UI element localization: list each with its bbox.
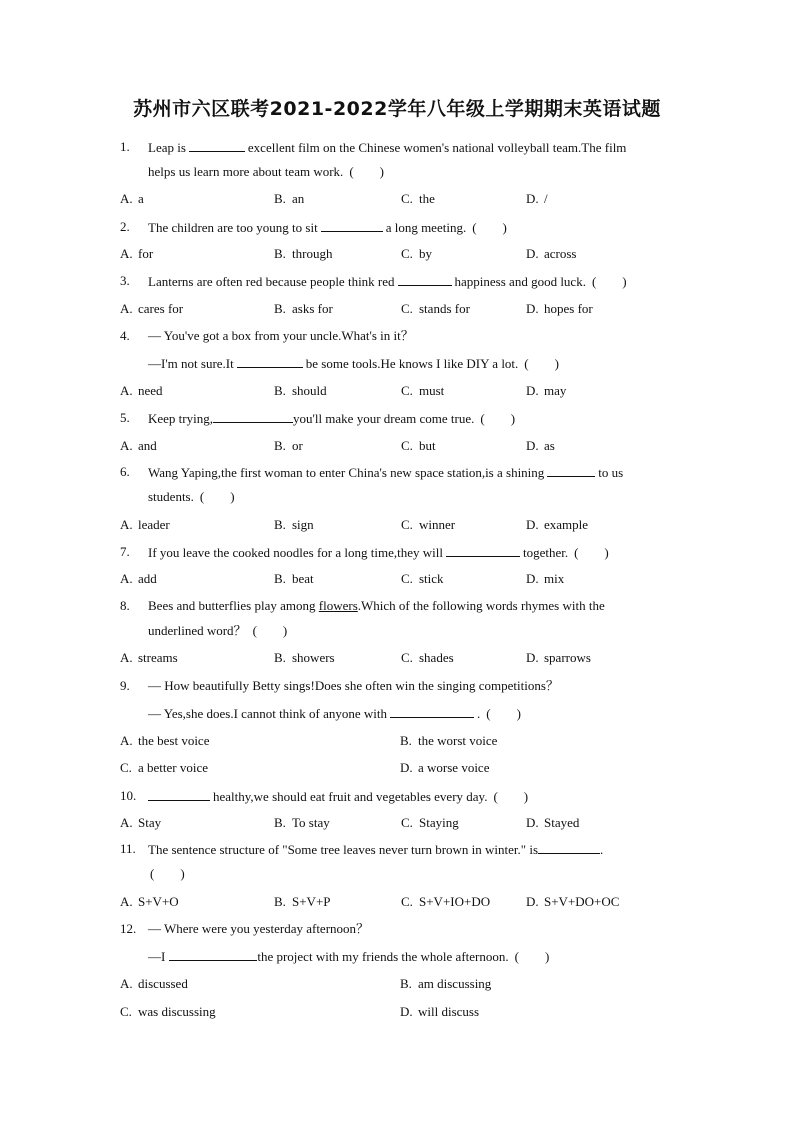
question-text: Lanterns are often red because people think red — [148, 274, 395, 289]
question-text: The sentence structure of "Some tree leaves never turn brown in winter." is — [148, 842, 539, 857]
option-b: B. beat — [274, 571, 314, 586]
option-c: C. stick — [401, 571, 444, 586]
page-title: 苏州市六区联考2021-2022学年八年级上学期期末英语试题 — [133, 98, 661, 120]
option-b: B. S+V+P — [274, 894, 331, 909]
option-a: A. discussed — [120, 976, 188, 991]
option-b: B. through — [274, 246, 333, 261]
question-text: happiness and good luck. — [454, 274, 586, 289]
option-a: A. a — [120, 191, 144, 206]
option-a: A. for — [120, 246, 154, 261]
question-text: Wang Yaping,the first woman to enter China's new space station,is a shining — [148, 465, 545, 480]
answer-blank — [538, 841, 600, 854]
option-a: A. cares for — [120, 301, 184, 316]
option-c: C. winner — [401, 517, 456, 532]
answer-paren: ( ) — [493, 789, 529, 804]
answer-paren: ( ) — [349, 164, 384, 179]
answer-paren: ( ) — [480, 411, 516, 426]
question-text: together. — [522, 545, 569, 560]
question-number: 2. — [120, 219, 130, 234]
option-a: A. Stay — [120, 815, 162, 830]
answer-blank — [237, 355, 303, 368]
question-text: helps us learn more about team work. — [148, 164, 344, 179]
question-text: Leap is — [148, 140, 186, 155]
question-text: students. — [148, 489, 194, 504]
question-text: healthy,we should eat fruit and vegetables every day. — [213, 789, 488, 804]
question-text: . — [600, 842, 604, 857]
option-b: B. To stay — [274, 815, 330, 830]
option-c: C. S+V+IO+DO — [401, 894, 491, 909]
option-b: B. sign — [274, 517, 314, 532]
answer-blank — [547, 464, 595, 477]
question-number: 1. — [120, 139, 130, 154]
option-d: D. / — [526, 191, 548, 206]
question-text: to us — [598, 465, 624, 480]
question-text: .Which of the following words rhymes with the — [357, 598, 605, 613]
answer-paren: ( ) — [514, 949, 550, 964]
question-number: 6. — [120, 464, 130, 479]
question-text: — You've got a box from your uncle.What's in it？ — [148, 328, 414, 343]
option-a: A. and — [120, 438, 157, 453]
answer-blank — [213, 410, 293, 423]
answer-paren: ( ) — [199, 489, 235, 504]
option-a: A. streams — [120, 650, 178, 665]
option-d: D. across — [526, 246, 577, 261]
option-b: B. showers — [274, 650, 335, 665]
option-d: D. S+V+DO+OC — [526, 894, 620, 909]
option-a: A. add — [120, 571, 157, 586]
option-d: D. Stayed — [526, 815, 580, 830]
question-text: be some tools.He knows I like DIY a lot. — [305, 356, 519, 371]
answer-paren: ( ) — [524, 356, 559, 371]
question-number: 4. — [120, 328, 130, 343]
answer-paren: ( ) — [591, 274, 627, 289]
question-number: 10. — [120, 788, 137, 803]
question-text: . — [477, 706, 481, 721]
answer-paren: ( ) — [574, 545, 609, 560]
question-number: 5. — [120, 410, 130, 425]
question-number: 12. — [120, 921, 137, 936]
option-b: B. am discussing — [400, 976, 492, 991]
question-number: 11. — [120, 841, 136, 856]
question-text: you'll make your dream come true. — [292, 411, 475, 426]
question-text: Keep trying, — [148, 411, 213, 426]
answer-blank — [390, 705, 474, 718]
option-a: A. S+V+O — [120, 894, 179, 909]
question-number: 8. — [120, 598, 130, 613]
question-text: —I — [148, 949, 166, 964]
option-a: A. need — [120, 383, 163, 398]
option-a: A. leader — [120, 517, 170, 532]
option-c: C. a better voice — [120, 760, 209, 775]
option-d: D. will discuss — [400, 1004, 480, 1019]
question-text: Bees and butterflies play among — [148, 598, 316, 613]
option-c: C. by — [401, 246, 432, 261]
answer-blank — [446, 544, 520, 557]
question-text: the project with my friends the whole afternoon. — [257, 949, 509, 964]
answer-paren: ( ) — [150, 866, 185, 881]
question-text: —I'm not sure.It — [148, 356, 234, 371]
underlined-word: flowers — [318, 598, 358, 613]
answer-blank — [169, 948, 257, 961]
question-number: 7. — [120, 544, 130, 559]
question-text: If you leave the cooked noodles for a long time,they will — [148, 545, 443, 560]
question-text: — Where were you yesterday afternoon？ — [148, 921, 370, 936]
option-c: C. stands for — [401, 301, 470, 316]
option-d: D. hopes for — [526, 301, 593, 316]
question-number: 3. — [120, 273, 130, 288]
option-d: D. as — [526, 438, 555, 453]
option-a: A. the best voice — [120, 733, 210, 748]
question-text: underlined word？ — [148, 623, 247, 638]
option-b: B. the worst voice — [400, 733, 498, 748]
option-b: B. or — [274, 438, 303, 453]
option-d: D. mix — [526, 571, 565, 586]
option-d: D. sparrows — [526, 650, 591, 665]
option-c: C. but — [401, 438, 436, 453]
option-c: C. was discussing — [120, 1004, 216, 1019]
option-d: D. example — [526, 517, 589, 532]
question-text: — Yes,she does.I cannot think of anyone with — [148, 706, 388, 721]
option-c: C. Staying — [401, 815, 459, 830]
option-b: B. asks for — [274, 301, 333, 316]
question-text: excellent film on the Chinese women's national volleyball team.The film — [247, 140, 627, 155]
question-text: The children are too young to sit — [148, 220, 318, 235]
answer-paren: ( ) — [472, 220, 507, 235]
answer-blank — [398, 273, 452, 286]
answer-paren: ( ) — [486, 706, 521, 721]
option-b: B. should — [274, 383, 327, 398]
option-d: D. a worse voice — [400, 760, 490, 775]
option-d: D. may — [526, 383, 567, 398]
question-text: a long meeting. — [385, 220, 467, 235]
question-text: — How beautifully Betty sings!Does she often win the singing competitions？ — [148, 678, 559, 693]
answer-paren: ( ) — [252, 623, 288, 638]
option-c: C. must — [401, 383, 445, 398]
answer-blank — [148, 788, 210, 801]
option-c: C. shades — [401, 650, 454, 665]
option-c: C. the — [401, 191, 435, 206]
option-b: B. an — [274, 191, 305, 206]
question-number: 9. — [120, 678, 130, 693]
answer-blank — [321, 219, 383, 232]
answer-blank — [189, 139, 245, 152]
